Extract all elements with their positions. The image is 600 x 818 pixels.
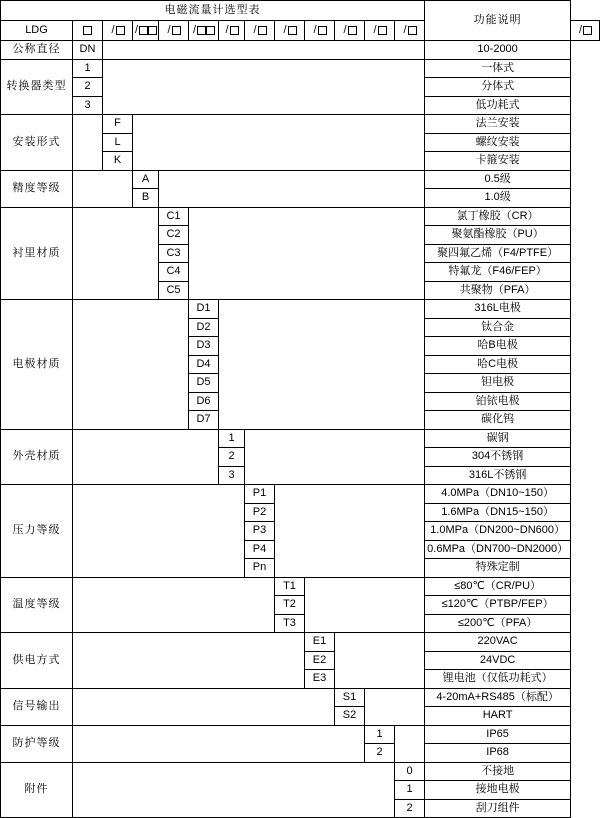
code-value: 1 xyxy=(228,431,235,444)
slash-separator: / xyxy=(134,24,139,37)
section-label: 信号输出 xyxy=(12,700,61,713)
code-cell[interactable] xyxy=(189,392,219,411)
code-cell[interactable] xyxy=(133,189,159,208)
code-cell[interactable] xyxy=(275,596,305,615)
desc-cell xyxy=(425,448,571,467)
code-cell[interactable] xyxy=(73,59,103,78)
desc-cell xyxy=(425,337,571,356)
slot-box-0[interactable] xyxy=(73,21,103,41)
desc-cell xyxy=(425,762,571,781)
spacer-left xyxy=(73,725,365,762)
code-cell[interactable] xyxy=(335,688,365,707)
slot-group-10[interactable] xyxy=(365,21,395,41)
code-cell[interactable] xyxy=(189,318,219,337)
code-cell[interactable] xyxy=(189,374,219,393)
code-cell[interactable] xyxy=(219,429,245,448)
code-cell[interactable] xyxy=(159,244,189,263)
desc-cell xyxy=(425,670,571,689)
section-label: 衬里材质 xyxy=(12,246,61,259)
slot-group-7[interactable] xyxy=(275,21,305,41)
code-value: C3 xyxy=(166,246,181,259)
section-label: 压力等级 xyxy=(12,524,61,537)
checkbox-icon[interactable] xyxy=(83,26,92,35)
desc-cell xyxy=(425,707,571,726)
desc-value: 0.6MPa（DN700~DN2000） xyxy=(427,542,569,555)
code-value: 3 xyxy=(84,98,91,111)
spacer-left xyxy=(73,170,133,207)
code-value: E2 xyxy=(312,653,327,666)
code-cell[interactable] xyxy=(305,651,335,670)
code-value: D2 xyxy=(196,320,211,333)
desc-cell xyxy=(425,207,571,226)
desc-cell xyxy=(425,651,571,670)
code-value: T1 xyxy=(283,579,296,592)
title-row xyxy=(1,1,600,21)
slot-group-12[interactable] xyxy=(571,21,600,41)
desc-cell xyxy=(425,781,571,800)
checkbox-icon[interactable] xyxy=(139,26,148,35)
model-prefix: LDG xyxy=(1,21,73,41)
table-row xyxy=(1,59,600,78)
checkbox-icon[interactable] xyxy=(583,26,592,35)
desc-value: 不接地 xyxy=(481,764,515,777)
desc-value: 一体式 xyxy=(481,61,515,74)
slash-separator: / xyxy=(343,24,347,37)
desc-value: ≤80℃（CR/PU） xyxy=(454,579,542,592)
page-title: 电磁流量计选型表 xyxy=(1,1,425,21)
checkbox-icon[interactable] xyxy=(172,26,181,35)
code-value: 2 xyxy=(228,450,235,463)
section-label: 防护等级 xyxy=(12,737,61,750)
desc-cell xyxy=(425,392,571,411)
code-value: P1 xyxy=(252,487,267,500)
slash-separator: / xyxy=(111,24,115,37)
code-value: 3 xyxy=(228,468,235,481)
code-value: T3 xyxy=(283,616,296,629)
row-label-4 xyxy=(1,207,73,300)
desc-cell xyxy=(425,244,571,263)
spacer-right xyxy=(365,688,425,725)
code-value: D1 xyxy=(196,302,211,315)
code-cell[interactable] xyxy=(245,540,275,559)
table-row xyxy=(1,115,600,134)
section-label: 外壳材质 xyxy=(12,450,61,463)
desc-cell xyxy=(425,78,571,97)
code-value: P3 xyxy=(252,524,267,537)
code-value: L xyxy=(114,135,121,148)
row-label-10 xyxy=(1,688,73,725)
code-cell[interactable] xyxy=(133,170,159,189)
code-cell[interactable] xyxy=(159,281,189,300)
table-row xyxy=(1,170,600,189)
slash-separator: / xyxy=(313,24,317,37)
checkbox-icon[interactable] xyxy=(206,26,215,35)
desc-value: 聚四氟乙烯（F4/PTFE） xyxy=(437,246,559,259)
desc-cell xyxy=(425,96,571,115)
code-value: P2 xyxy=(252,505,267,518)
spacer-right xyxy=(189,207,425,300)
row-label-8 xyxy=(1,577,73,633)
code-value: D5 xyxy=(196,376,211,389)
desc-cell xyxy=(425,411,571,430)
slash-separator: / xyxy=(373,24,377,37)
slot-group-2[interactable] xyxy=(133,21,159,41)
code-cell[interactable] xyxy=(73,78,103,97)
slot-group-11[interactable] xyxy=(395,21,425,41)
code-cell[interactable] xyxy=(189,355,219,374)
desc-cell xyxy=(425,522,571,541)
code-value: S1 xyxy=(342,690,357,703)
code-cell[interactable] xyxy=(305,670,335,689)
desc-cell xyxy=(425,170,571,189)
code-cell[interactable] xyxy=(275,577,305,596)
code-value: C1 xyxy=(166,209,181,222)
slash-separator: / xyxy=(167,24,171,37)
desc-value: 卡箍安装 xyxy=(475,154,520,167)
desc-cell xyxy=(425,263,571,282)
slash-separator: / xyxy=(225,24,229,37)
desc-value: 氯丁橡胶（CR） xyxy=(456,209,539,222)
desc-cell xyxy=(425,577,571,596)
section-label: 供电方式 xyxy=(12,653,61,666)
desc-cell xyxy=(425,614,571,633)
code-value: 2 xyxy=(376,746,383,759)
desc-cell xyxy=(425,429,571,448)
code-value: 1 xyxy=(376,727,383,740)
table-row xyxy=(1,485,600,504)
function-header: 功能说明 xyxy=(425,1,571,41)
desc-cell xyxy=(425,374,571,393)
code-value: F xyxy=(114,117,121,130)
slash-separator: / xyxy=(253,24,257,37)
desc-cell xyxy=(425,540,571,559)
code-cell[interactable] xyxy=(103,115,133,134)
spacer-right xyxy=(219,300,425,430)
slot-group-5[interactable] xyxy=(219,21,245,41)
checkbox-icon[interactable] xyxy=(408,26,417,35)
code-cell[interactable] xyxy=(305,633,335,652)
section-label: 安装形式 xyxy=(12,135,61,148)
desc-value: 共聚物（PFA） xyxy=(459,283,536,296)
spacer-right xyxy=(395,725,425,762)
row-label-12 xyxy=(1,762,73,818)
section-label: 温度等级 xyxy=(12,598,61,611)
code-cell[interactable] xyxy=(73,96,103,115)
desc-value: 碳化钨 xyxy=(481,413,515,426)
slash-separator: / xyxy=(579,24,583,37)
code-cell[interactable] xyxy=(395,762,425,781)
code-value: D4 xyxy=(196,357,211,370)
desc-value: 220VAC xyxy=(477,635,518,648)
desc-cell xyxy=(425,281,571,300)
desc-value: 24VDC xyxy=(479,653,516,666)
checkbox-icon[interactable] xyxy=(230,26,239,35)
checkbox-icon[interactable] xyxy=(318,26,327,35)
checkbox-icon[interactable] xyxy=(148,26,157,35)
desc-cell xyxy=(425,633,571,652)
desc-cell xyxy=(425,596,571,615)
code-value: P4 xyxy=(252,542,267,555)
desc-value: 304不锈钢 xyxy=(471,450,524,463)
desc-value: 1.0级 xyxy=(484,191,511,204)
code-cell[interactable] xyxy=(395,781,425,800)
table-row xyxy=(1,633,600,652)
code-cell[interactable] xyxy=(103,133,133,152)
code-value: C5 xyxy=(166,283,181,296)
desc-cell xyxy=(425,300,571,319)
code-cell[interactable] xyxy=(159,226,189,245)
code-value: A xyxy=(141,172,150,185)
code-cell[interactable] xyxy=(365,744,395,763)
desc-cell xyxy=(425,485,571,504)
slot-group-6[interactable] xyxy=(245,21,275,41)
desc-cell xyxy=(425,226,571,245)
desc-cell xyxy=(425,725,571,744)
slot-group-8[interactable] xyxy=(305,21,335,41)
code-value: E1 xyxy=(312,635,327,648)
spacer-right xyxy=(335,633,425,689)
code-value: E3 xyxy=(312,672,327,685)
slot-group-9[interactable] xyxy=(335,21,365,41)
code-value: 1 xyxy=(84,61,91,74)
section-label: 精度等级 xyxy=(12,182,61,195)
desc-cell xyxy=(425,355,571,374)
desc-value: 聚氨酯橡胶（PU） xyxy=(451,228,544,241)
desc-cell xyxy=(425,318,571,337)
slash-separator: / xyxy=(192,24,197,37)
slash-separator: / xyxy=(403,24,407,37)
table-row xyxy=(1,207,600,226)
desc-value: 316L电极 xyxy=(474,302,521,315)
desc-cell xyxy=(425,115,571,134)
desc-value: 钛合金 xyxy=(481,320,515,333)
desc-value: 特殊定制 xyxy=(475,561,520,574)
spacer-right xyxy=(245,429,425,485)
code-value: C2 xyxy=(166,228,181,241)
desc-value: 碳钢 xyxy=(486,431,509,444)
desc-cell xyxy=(425,59,571,78)
code-value: Pn xyxy=(252,561,267,574)
table-row xyxy=(1,762,600,781)
code-dn: DN xyxy=(73,41,103,60)
code-cell[interactable] xyxy=(159,263,189,282)
spacer-right xyxy=(103,59,425,115)
spacer-right xyxy=(159,170,425,207)
row-label-6 xyxy=(1,429,73,485)
spacer-left xyxy=(73,300,189,430)
desc-value: 1.0MPa（DN200~DN600） xyxy=(430,524,566,537)
row-label-11 xyxy=(1,725,73,762)
slot-group-4[interactable] xyxy=(189,21,219,41)
spacer-left xyxy=(73,688,335,725)
spacer-left xyxy=(73,485,245,578)
desc-cell xyxy=(425,559,571,578)
checkbox-icon[interactable] xyxy=(116,26,125,35)
section-label: 附件 xyxy=(24,783,49,796)
code-cell[interactable] xyxy=(103,152,133,171)
desc-value: 法兰安装 xyxy=(475,117,520,130)
desc-cell xyxy=(425,799,571,818)
section-label: 转换器类型 xyxy=(6,80,67,93)
desc-value: 铂铱电极 xyxy=(475,394,520,407)
code-cell[interactable] xyxy=(275,614,305,633)
desc-cell xyxy=(425,152,571,171)
spacer-left xyxy=(73,762,395,818)
desc-value: 钽电极 xyxy=(481,376,515,389)
checkbox-icon[interactable] xyxy=(348,26,357,35)
code-cell[interactable] xyxy=(189,300,219,319)
checkbox-icon[interactable] xyxy=(378,26,387,35)
code-value: S2 xyxy=(342,709,357,722)
code-value: T2 xyxy=(283,598,296,611)
code-cell[interactable] xyxy=(365,725,395,744)
desc-value: HART xyxy=(482,709,513,722)
code-cell[interactable] xyxy=(245,503,275,522)
desc-nominal-diameter: 10-2000 xyxy=(425,41,571,60)
code-value: 2 xyxy=(406,801,413,814)
code-cell[interactable] xyxy=(245,522,275,541)
desc-value: IP68 xyxy=(486,746,509,759)
spacer-cell xyxy=(103,41,425,60)
row-label-7 xyxy=(1,485,73,578)
code-value: C4 xyxy=(166,265,181,278)
spacer-right xyxy=(305,577,425,633)
table-row xyxy=(1,300,600,319)
code-value: D3 xyxy=(196,339,211,352)
code-cell[interactable] xyxy=(395,799,425,818)
row-label-9 xyxy=(1,633,73,689)
desc-cell xyxy=(425,688,571,707)
desc-value: 刮刀组件 xyxy=(475,801,520,814)
desc-value: ≤120℃（PTBP/FEP） xyxy=(441,598,554,611)
table-row xyxy=(1,577,600,596)
code-cell[interactable] xyxy=(245,559,275,578)
desc-value: 低功耗式 xyxy=(475,98,520,111)
desc-value: 分体式 xyxy=(481,80,515,93)
desc-value: 螺纹安装 xyxy=(475,135,520,148)
nominal-diameter-row xyxy=(1,41,600,60)
row-label-1 xyxy=(1,59,73,115)
code-cell[interactable] xyxy=(219,466,245,485)
spacer-right xyxy=(275,485,425,578)
desc-cell xyxy=(425,503,571,522)
slash-separator: / xyxy=(283,24,287,37)
table-row xyxy=(1,725,600,744)
code-value: B xyxy=(141,191,150,204)
desc-cell xyxy=(425,744,571,763)
checkbox-icon[interactable] xyxy=(258,26,267,35)
spacer-left xyxy=(73,207,159,300)
code-value: 0 xyxy=(406,764,413,777)
code-cell[interactable] xyxy=(219,448,245,467)
spacer-left xyxy=(73,115,103,171)
spacer-left xyxy=(73,633,305,689)
desc-value: 4-20mA+RS485（标配） xyxy=(436,690,559,703)
code-cell[interactable] xyxy=(159,207,189,226)
desc-value: 锂电池（仅低功耗式） xyxy=(442,672,553,685)
desc-cell xyxy=(425,133,571,152)
table-body xyxy=(1,1,600,818)
desc-value: 接地电极 xyxy=(475,783,520,796)
checkbox-icon[interactable] xyxy=(197,26,206,35)
desc-value: 0.5级 xyxy=(484,172,511,185)
desc-value: 特氟龙（F46/FEP） xyxy=(448,265,547,278)
code-value: 1 xyxy=(406,783,413,796)
code-cell[interactable] xyxy=(189,337,219,356)
checkbox-icon[interactable] xyxy=(288,26,297,35)
code-value: 2 xyxy=(84,80,91,93)
desc-value: ≤200℃（PFA） xyxy=(457,616,538,629)
row-label-nominal-diameter: 公称直径 xyxy=(1,41,73,60)
code-cell[interactable] xyxy=(189,411,219,430)
desc-value: 哈C电极 xyxy=(477,357,519,370)
code-value: K xyxy=(113,154,122,167)
desc-value: IP65 xyxy=(486,727,509,740)
row-label-2 xyxy=(1,115,73,171)
code-cell[interactable] xyxy=(335,707,365,726)
code-value: D6 xyxy=(196,394,211,407)
desc-cell xyxy=(425,466,571,485)
desc-value: 1.6MPa（DN15~150） xyxy=(441,505,555,518)
desc-value: 4.0MPa（DN10~150） xyxy=(441,487,555,500)
table-row xyxy=(1,688,600,707)
code-cell[interactable] xyxy=(245,485,275,504)
spacer-left xyxy=(73,577,275,633)
row-label-3 xyxy=(1,170,73,207)
section-label: 电极材质 xyxy=(12,357,61,370)
slot-group-3[interactable] xyxy=(159,21,189,41)
desc-cell xyxy=(425,189,571,208)
row-label-5 xyxy=(1,300,73,430)
slot-group-1[interactable] xyxy=(103,21,133,41)
table-row xyxy=(1,429,600,448)
spacer-right xyxy=(133,115,425,171)
spacer-left xyxy=(73,429,219,485)
desc-value: 哈B电极 xyxy=(477,339,518,352)
code-value: D7 xyxy=(196,413,211,426)
desc-value: 316L不锈钢 xyxy=(468,468,527,481)
